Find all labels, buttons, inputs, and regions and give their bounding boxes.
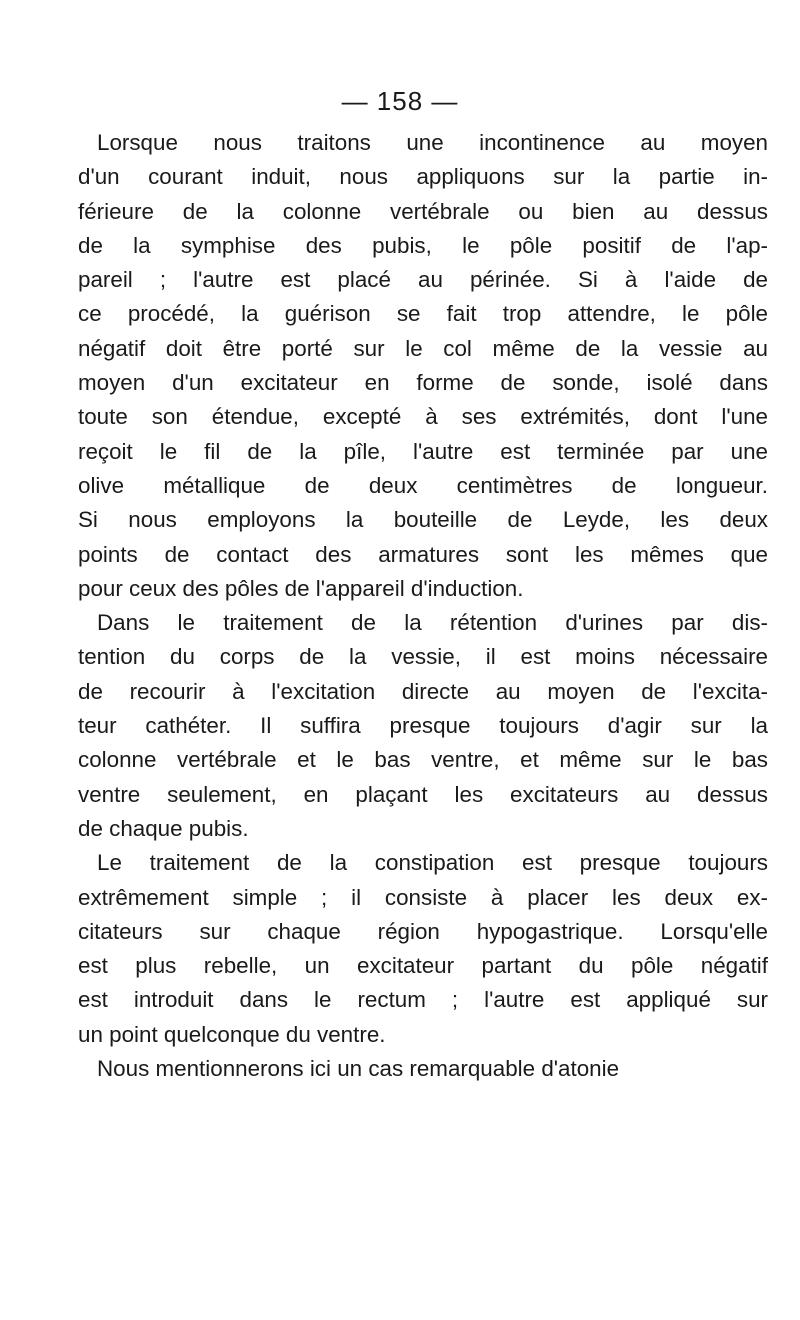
text-line: férieure de la colonne vertébrale ou bien au dessus xyxy=(78,198,768,224)
text-line: de la symphise des pubis, le pôle positif de l'ap- xyxy=(78,232,768,258)
text-line: colonne vertébrale et le bas ventre, et même sur le bas xyxy=(78,747,768,773)
text-line: est introduit dans le rectum ; l'autre est appliqué sur xyxy=(78,987,768,1013)
text-line: points de contact des armatures sont les mêmes que xyxy=(78,541,768,567)
text-line: toute son étendue, excepté à ses extrémités, dont l'une xyxy=(78,404,768,430)
text-line: reçoit le fil de la pîle, l'autre est terminée par une xyxy=(78,438,768,464)
text-line: olive métallique de deux centimètres de longueur. xyxy=(78,472,768,498)
text-line: négatif doit être porté sur le col même de la vessie au xyxy=(78,335,768,361)
text-line: Lorsque nous traitons une incontinence au moyen xyxy=(97,130,768,155)
text-line: pareil ; l'autre est placé au périnée. Si à l'aide de xyxy=(78,267,768,293)
text-line: moyen d'un excitateur en forme de sonde, isolé dans xyxy=(78,370,768,396)
text-line: teur cathéter. Il suffira presque toujours d'agir sur la xyxy=(78,713,768,739)
text-line: extrêmement simple ; il consiste à placer les deux ex- xyxy=(78,884,768,910)
text-line: de recourir à l'excitation directe au moyen de l'excita- xyxy=(78,678,768,704)
text-line: ce procédé, la guérison se fait trop attendre, le pôle xyxy=(78,301,768,327)
text-line: un point quelconque du ventre. xyxy=(78,1021,386,1047)
text-line: tention du corps de la vessie, il est moins nécessaire xyxy=(78,644,768,670)
body-text xyxy=(78,126,768,1086)
text-line: ventre seulement, en plaçant les excitateurs au dessus xyxy=(78,781,768,807)
text-line: Le traitement de la constipation est presque toujours xyxy=(97,850,768,876)
text-line: d'un courant induit, nous appliquons sur la partie in- xyxy=(78,164,768,190)
text-line: Si nous employons la bouteille de Leyde, les deux xyxy=(78,507,768,533)
page-number: — 158 — xyxy=(341,86,459,116)
text-line: citateurs sur chaque région hypogastrique. Lorsqu'elle xyxy=(78,918,768,944)
text-line: Nous mentionnerons ici un cas remarquable d'atonie xyxy=(97,1056,620,1082)
text-line: de chaque pubis. xyxy=(78,815,249,841)
text-line: est plus rebelle, un excitateur partant du pôle négatif xyxy=(78,953,768,979)
text-line: Dans le traitement de la rétention d'urines par dis- xyxy=(97,610,768,636)
text-line: pour ceux des pôles de l'appareil d'induction. xyxy=(78,575,524,601)
